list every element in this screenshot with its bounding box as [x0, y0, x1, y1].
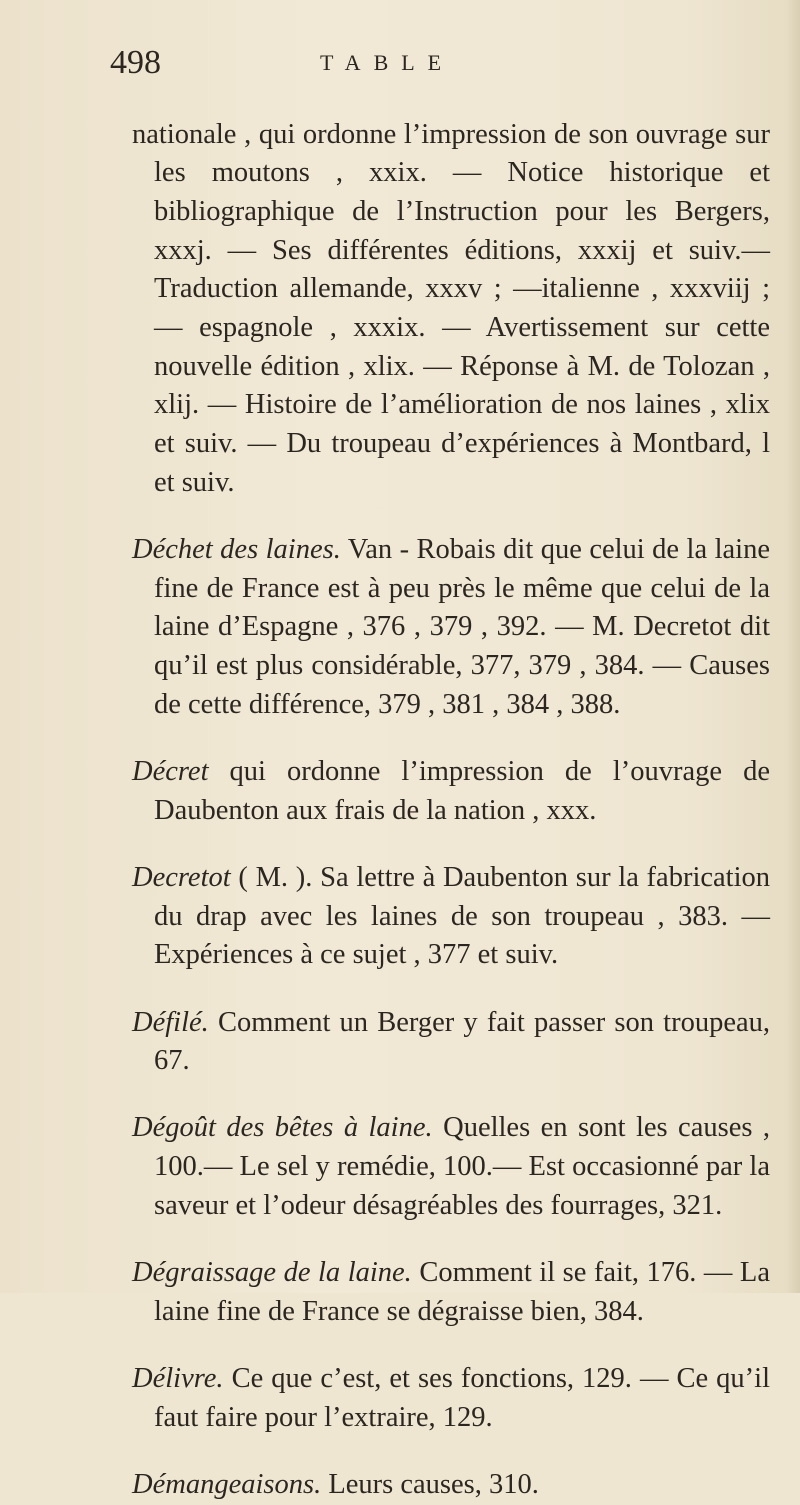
index-entry — [132, 531, 770, 725]
entry-headword: Decretot — [132, 861, 231, 893]
entry-headword: Décret — [132, 756, 209, 788]
entry-text: nationale , qui ordonne l’impression de son ouvrage sur les moutons , xxix. — Notice historique et bibliographique de l’Instruction pour les Bergers, xxxj. — Ses différentes éditions, xxxij et suiv.—Traduction allemande, xxxv ; —italienne , xxxviij ; — espagnole , xxxix. — Avertissement sur cette nouvelle édition , xlix. — Réponse à M. de Tolozan , xlij. — Histoire de l’amélioration de nos laines , xlix et suiv. — Du troupeau d’expériences à Montbard, l et suiv. — [132, 118, 770, 498]
entry-headword: Dégoût des bêtes à laine. — [132, 1112, 433, 1144]
page-number: 498 — [110, 44, 161, 81]
entry-text: Ce que c’est, et ses fonctions, 129. — Ce qu’il faut faire pour l’extraire, 129. — [154, 1362, 771, 1433]
entry-headword: Délivre. — [132, 1362, 224, 1394]
entry-text: Comment un Berger y fait passer son troupeau, 67. — [154, 1006, 771, 1077]
entry-text: Leurs causes, 310. — [328, 1468, 539, 1500]
index-entries — [0, 87, 800, 1505]
entry-text: Van - Robais dit que celui de la laine fine de France est à peu près le même que celui de la laine d’Espagne , 376 , 379 , 392. — M. Decretot dit qu’il est plus considérable, 377, 379 , 384. — Causes de cette différence, 379 , 381 , 384 , 388. — [154, 534, 770, 720]
running-head: TABLE — [320, 50, 455, 75]
index-entry — [132, 1466, 770, 1505]
index-entry — [132, 753, 771, 830]
entry-text: ( M. ). Sa lettre à Daubenton sur la fabrication du drap avec les laines de son troupeau , 383. — Expériences à ce sujet , 377 et suiv. — [154, 861, 770, 971]
entry-headword: Défilé. — [132, 1006, 209, 1038]
index-entry — [132, 1109, 771, 1225]
entry-text: Comment il se fait, 176. — La laine fine de France se dégraisse bien, 384. — [154, 1257, 770, 1327]
entry-text: Quelles en sont les causes , 100.— Le sel y remédie, 100.— Est occasionné par la saveur et l’odeur désagréables des fourrages, 321. — [154, 1112, 771, 1221]
index-entry — [132, 859, 770, 975]
entry-headword: Démangeaisons. — [132, 1468, 322, 1500]
entry-text: qui ordonne l’impression de l’ouvrage de Daubenton aux frais de la nation , xxx. — [154, 756, 771, 826]
entry-headword: Dégraissage de la laine. — [132, 1257, 412, 1289]
entry-headword: Déchet des laines. — [132, 534, 341, 566]
index-entry — [132, 116, 770, 503]
index-entry — [132, 1004, 771, 1081]
index-entry — [132, 1360, 771, 1437]
